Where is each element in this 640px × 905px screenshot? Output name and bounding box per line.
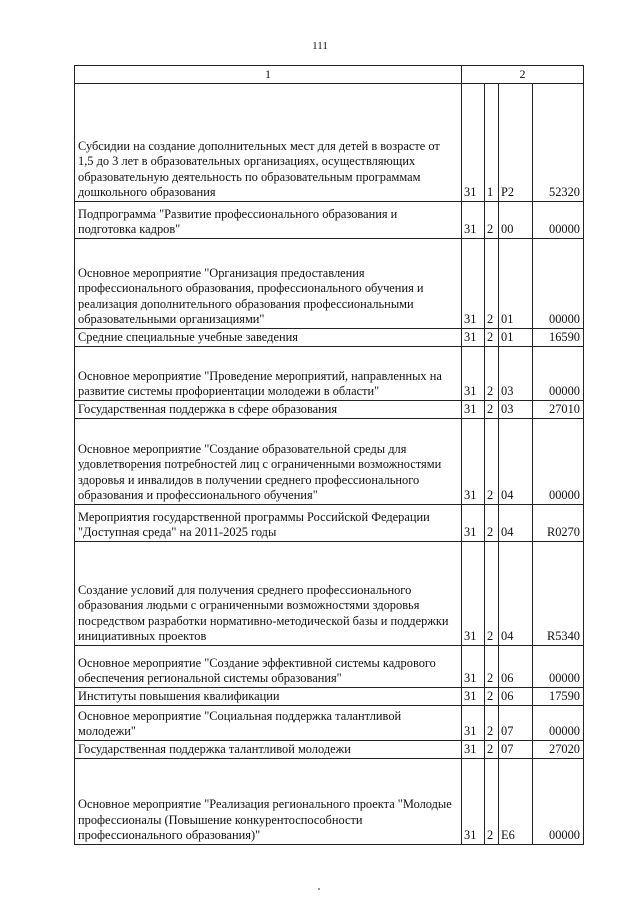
code-activity: E6 bbox=[499, 759, 533, 845]
row-description: Институты повышения квалификации bbox=[75, 688, 462, 706]
code-direction: 00000 bbox=[533, 646, 584, 688]
code-section: 31 bbox=[462, 329, 485, 347]
code-activity: 04 bbox=[499, 542, 533, 646]
row-description: Основное мероприятие "Организация предоставления профессионального образования, профессионального обучения и реализация дополнительного образования профессиональными образовательными организациями" bbox=[75, 239, 462, 329]
code-section: 31 bbox=[462, 505, 485, 542]
code-activity: 06 bbox=[499, 646, 533, 688]
row-description: Основное мероприятие "Проведение мероприятий, направленных на развитие системы профориентации молодежи в области" bbox=[75, 347, 462, 401]
code-subprogram: 2 bbox=[485, 741, 499, 759]
code-section: 31 bbox=[462, 419, 485, 505]
code-activity: 03 bbox=[499, 347, 533, 401]
row-description: Основное мероприятие "Социальная поддержка талантливой молодежи" bbox=[75, 706, 462, 741]
code-activity: 01 bbox=[499, 329, 533, 347]
page-number: 111 bbox=[312, 40, 328, 52]
code-activity: 07 bbox=[499, 706, 533, 741]
table-row bbox=[75, 401, 584, 419]
table-row bbox=[75, 84, 584, 202]
row-description: Основное мероприятие "Реализация регионального проекта "Молодые профессионалы (Повышение конкурентоспособности профессионального образования)" bbox=[75, 759, 462, 845]
code-section: 31 bbox=[462, 542, 485, 646]
code-section: 31 bbox=[462, 759, 485, 845]
row-description: Основное мероприятие "Создание образовательной среды для удовлетворения потребностей лиц с ограниченными возможностями здоровья и инвалидов в получении среднего профессионального образования и профессионального обучения" bbox=[75, 419, 462, 505]
row-description: Государственная поддержка талантливой молодежи bbox=[75, 741, 462, 759]
table-row bbox=[75, 542, 584, 646]
code-activity: 01 bbox=[499, 239, 533, 329]
row-description: Подпрограмма "Развитие профессионального образования и подготовка кадров" bbox=[75, 202, 462, 239]
code-activity: P2 bbox=[499, 84, 533, 202]
table-row bbox=[75, 202, 584, 239]
code-activity: 04 bbox=[499, 505, 533, 542]
table-row bbox=[75, 706, 584, 741]
table-row bbox=[75, 419, 584, 505]
code-direction: 27010 bbox=[533, 401, 584, 419]
code-section: 31 bbox=[462, 202, 485, 239]
code-activity: 00 bbox=[499, 202, 533, 239]
table-row bbox=[75, 688, 584, 706]
code-activity: 04 bbox=[499, 419, 533, 505]
table-row bbox=[75, 347, 584, 401]
code-subprogram: 2 bbox=[485, 505, 499, 542]
code-direction: 16590 bbox=[533, 329, 584, 347]
code-section: 31 bbox=[462, 741, 485, 759]
code-direction: 00000 bbox=[533, 419, 584, 505]
row-description: Создание условий для получения среднего профессионального образования людьми с ограниченными возможностями здоровья посредством разработки нормативно-методической базы и поддержки инициативных проектов bbox=[75, 542, 462, 646]
code-direction: R5340 bbox=[533, 542, 584, 646]
code-section: 31 bbox=[462, 688, 485, 706]
code-activity: 06 bbox=[499, 688, 533, 706]
row-description: Субсидии на создание дополнительных мест для детей в возрасте от 1,5 до 3 лет в образовательных организациях, осуществляющих образовательную деятельность по образовательным программам дошкольного образования bbox=[75, 84, 462, 202]
code-subprogram: 2 bbox=[485, 401, 499, 419]
table-row bbox=[75, 505, 584, 542]
code-section: 31 bbox=[462, 347, 485, 401]
budget-classification-table bbox=[74, 65, 584, 845]
code-direction: 00000 bbox=[533, 239, 584, 329]
code-direction: 00000 bbox=[533, 202, 584, 239]
code-subprogram: 2 bbox=[485, 688, 499, 706]
code-subprogram: 2 bbox=[485, 646, 499, 688]
row-description: Мероприятия государственной программы Российской Федерации "Доступная среда" на 2011-2025 годы bbox=[75, 505, 462, 542]
code-subprogram: 2 bbox=[485, 202, 499, 239]
code-section: 31 bbox=[462, 84, 485, 202]
code-subprogram: 2 bbox=[485, 542, 499, 646]
row-description: Государственная поддержка в сфере образования bbox=[75, 401, 462, 419]
scan-speck bbox=[318, 888, 320, 890]
code-section: 31 bbox=[462, 706, 485, 741]
table-row bbox=[75, 646, 584, 688]
table-row bbox=[75, 239, 584, 329]
table-row bbox=[75, 329, 584, 347]
code-activity: 03 bbox=[499, 401, 533, 419]
code-direction: 00000 bbox=[533, 347, 584, 401]
code-subprogram: 2 bbox=[485, 239, 499, 329]
table-header-row bbox=[75, 66, 584, 84]
code-section: 31 bbox=[462, 239, 485, 329]
table-row bbox=[75, 741, 584, 759]
code-direction: 00000 bbox=[533, 706, 584, 741]
code-subprogram: 1 bbox=[485, 84, 499, 202]
header-col-2: 2 bbox=[462, 66, 584, 84]
code-section: 31 bbox=[462, 646, 485, 688]
code-direction: 00000 bbox=[533, 759, 584, 845]
code-direction: 52320 bbox=[533, 84, 584, 202]
code-direction: R0270 bbox=[533, 505, 584, 542]
code-direction: 17590 bbox=[533, 688, 584, 706]
row-description: Средние специальные учебные заведения bbox=[75, 329, 462, 347]
code-direction: 27020 bbox=[533, 741, 584, 759]
code-subprogram: 2 bbox=[485, 347, 499, 401]
code-activity: 07 bbox=[499, 741, 533, 759]
table-row bbox=[75, 759, 584, 845]
row-description: Основное мероприятие "Создание эффективной системы кадрового обеспечения региональной системы образования" bbox=[75, 646, 462, 688]
header-col-1: 1 bbox=[75, 66, 462, 84]
code-subprogram: 2 bbox=[485, 419, 499, 505]
code-subprogram: 2 bbox=[485, 329, 499, 347]
code-subprogram: 2 bbox=[485, 759, 499, 845]
code-subprogram: 2 bbox=[485, 706, 499, 741]
code-section: 31 bbox=[462, 401, 485, 419]
